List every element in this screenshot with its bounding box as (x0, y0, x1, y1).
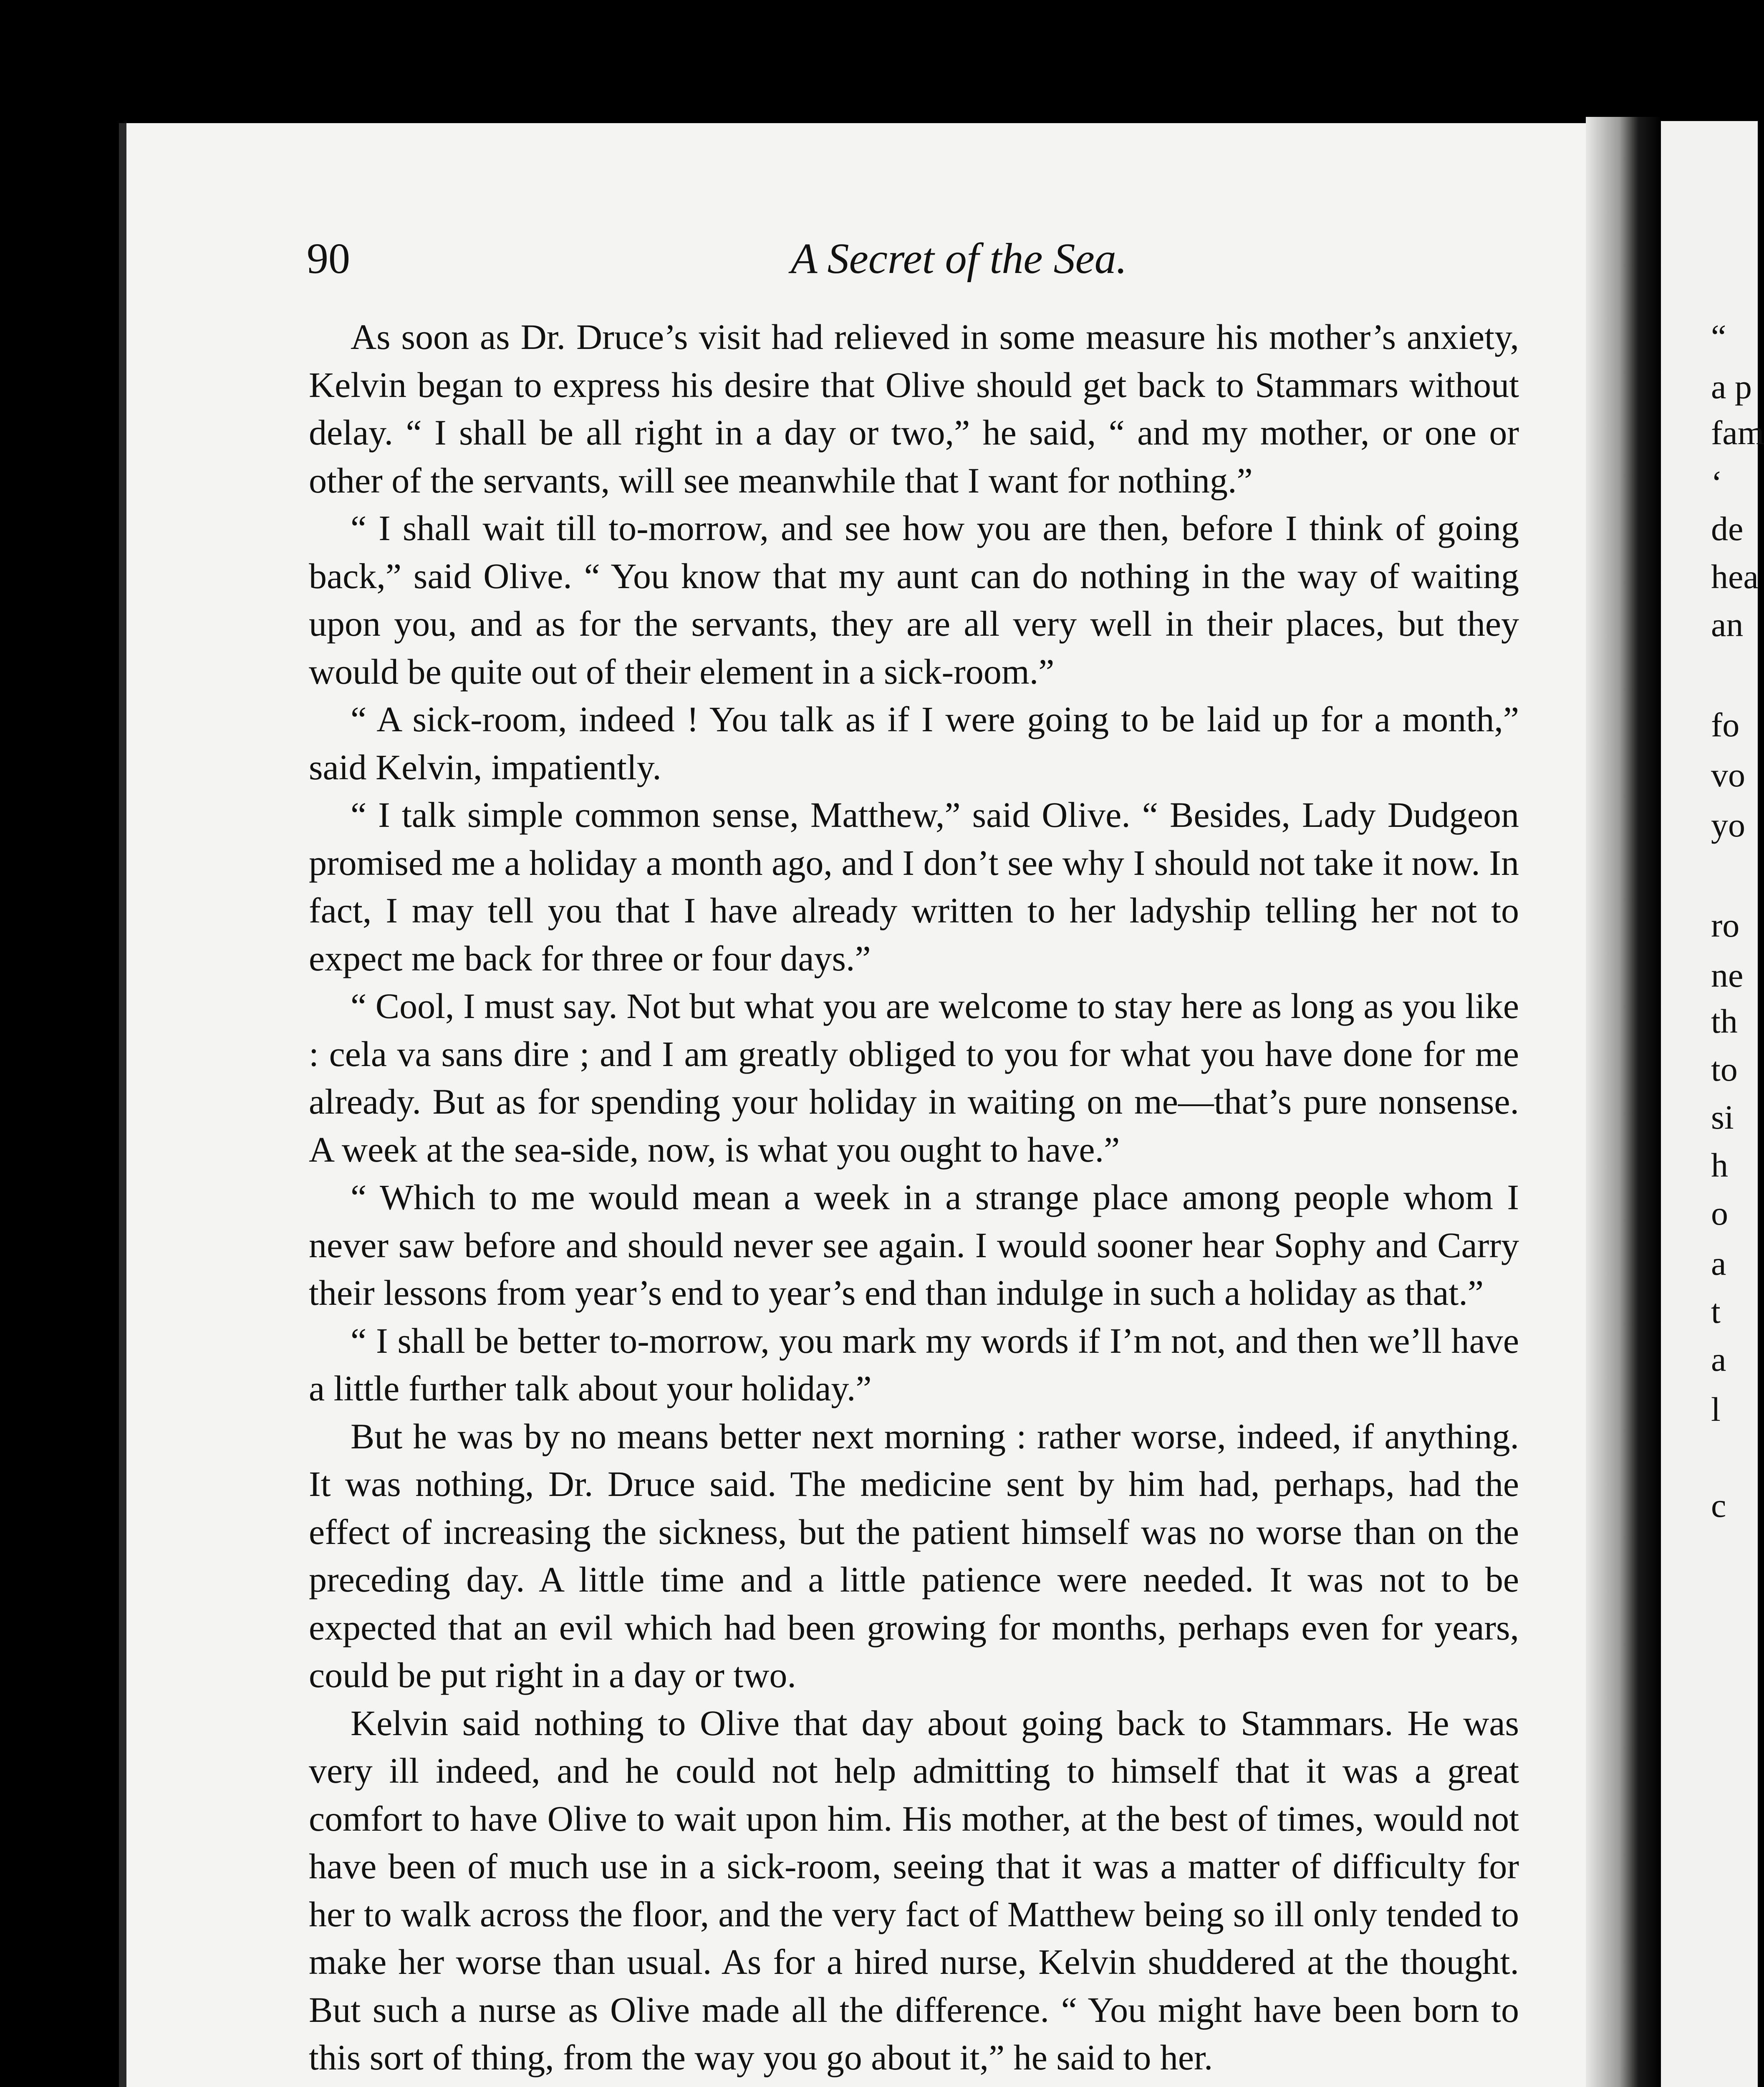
facing-page-fragment: ne (1711, 956, 1744, 994)
facing-page-fragment: an (1711, 606, 1744, 644)
facing-page-fragment: to (1711, 1050, 1738, 1088)
facing-page-fragment: de (1711, 510, 1744, 548)
facing-page-fragment: hea (1711, 558, 1759, 596)
facing-page-fragment: th (1711, 1002, 1738, 1040)
paragraph: “ I talk simple common sense, Matthew,” said Olive. “ Besides, Lady Dudgeon promised me a holiday a month ago, and I don’t see why I should not take it now. In fact, I may tell you that I have already written to her ladyship telling her not to expect me back for three or four days.” (309, 795, 1519, 978)
facing-page-fragment: t (1711, 1292, 1721, 1330)
facing-page-fragment: yo (1711, 806, 1745, 844)
facing-page-fragment: a p (1711, 368, 1752, 406)
body-text (309, 313, 1519, 2082)
facing-page-fragment: a (1711, 1340, 1726, 1378)
page-number: 90 (307, 235, 350, 283)
book-spine (1586, 117, 1661, 2087)
facing-page-fragment: “ (1711, 318, 1726, 356)
paragraph: Kelvin said nothing to Olive that day about going back to Stammars. He was very ill indeed, and he could not help admitting to himself that it was a great comfort to have Olive to wait upon him. His mother, at the best of times, would not have been of much use in a sick-room, seeing that it was a matter of difficulty for her to walk across the floor, and the very fact of Matthew being so ill only tended to make her worse than usual. As for a hired nurse, Kelvin shuddered at the thought. But such a nurse as Olive made all the difference. “ You might have been born to this sort of thing, from the way you go about it,” he said to her. (309, 1703, 1519, 2077)
paragraph: But he was by no means better next morning : rather worse, indeed, if anything. It was nothing, Dr. Druce said. The medicine sent by him had, perhaps, had the effect of increasing the sickness, but the patient himself was no worse than on the preceding day. A little time and a little patience were needed. It was not to be expected that an evil which had been growing for months, perhaps even for years, could be put right in a day or two. (309, 1416, 1519, 1695)
running-title: A Secret of the Sea. (791, 235, 1127, 283)
paragraph: “ I shall wait till to-morrow, and see how you are then, before I think of going back,” said Olive. “ You know that my aunt can do nothing in the way of waiting upon you, and as for the servants, they are all very well in their places, but they would be quite out of their element in a sick-room.” (309, 508, 1519, 692)
facing-page-fragment: a (1711, 1244, 1726, 1282)
facing-page-fragment: ro (1711, 906, 1740, 944)
facing-page-fragment: vo (1711, 756, 1745, 794)
facing-page-fragment: fam (1711, 414, 1764, 452)
facing-page-fragment: c (1711, 1486, 1726, 1524)
facing-page-edge (1661, 121, 1764, 2087)
facing-page-fragment: ‘ (1711, 464, 1723, 502)
paragraph: “ I shall be better to-morrow, you mark my words if I’m not, and then we’ll have a little further talk about your holiday.” (309, 1320, 1519, 1408)
paragraph: “ A sick-room, indeed ! You talk as if I were going to be laid up for a month,” said Kelvin, impatiently. (309, 699, 1519, 787)
running-header (190, 234, 1517, 284)
facing-page-fragment: fo (1711, 706, 1740, 744)
facing-page-fragment: l (1711, 1390, 1721, 1428)
paragraph: “ Cool, I must say. Not but what you are welcome to stay here as long as you like : cela va sans dire ; and I am greatly obliged to you for what you have done for me already. But as for spending your holiday in waiting on me—that’s pure nonsense. A week at the sea-side, now, is what you ought to have.” (309, 986, 1519, 1170)
paragraph: As soon as Dr. Druce’s visit had relieved in some measure his mother’s anxiety, Kelvin began to express his desire that Olive should get back to Stammars without delay. “ I shall be all right in a day or two,” he said, “ and my mother, or one or other of the servants, will see meanwhile that I want for nothing.” (309, 317, 1519, 500)
facing-page-fragment: h (1711, 1146, 1728, 1184)
facing-page-fragment: si (1711, 1098, 1734, 1136)
paragraph: “ Which to me would mean a week in a strange place among people whom I never saw before and should never see again. I would sooner hear Sophy and Carry their lessons from year’s end to year’s end than indulge in such a holiday as that.” (309, 1177, 1519, 1313)
facing-page-fragment: o (1711, 1194, 1728, 1232)
